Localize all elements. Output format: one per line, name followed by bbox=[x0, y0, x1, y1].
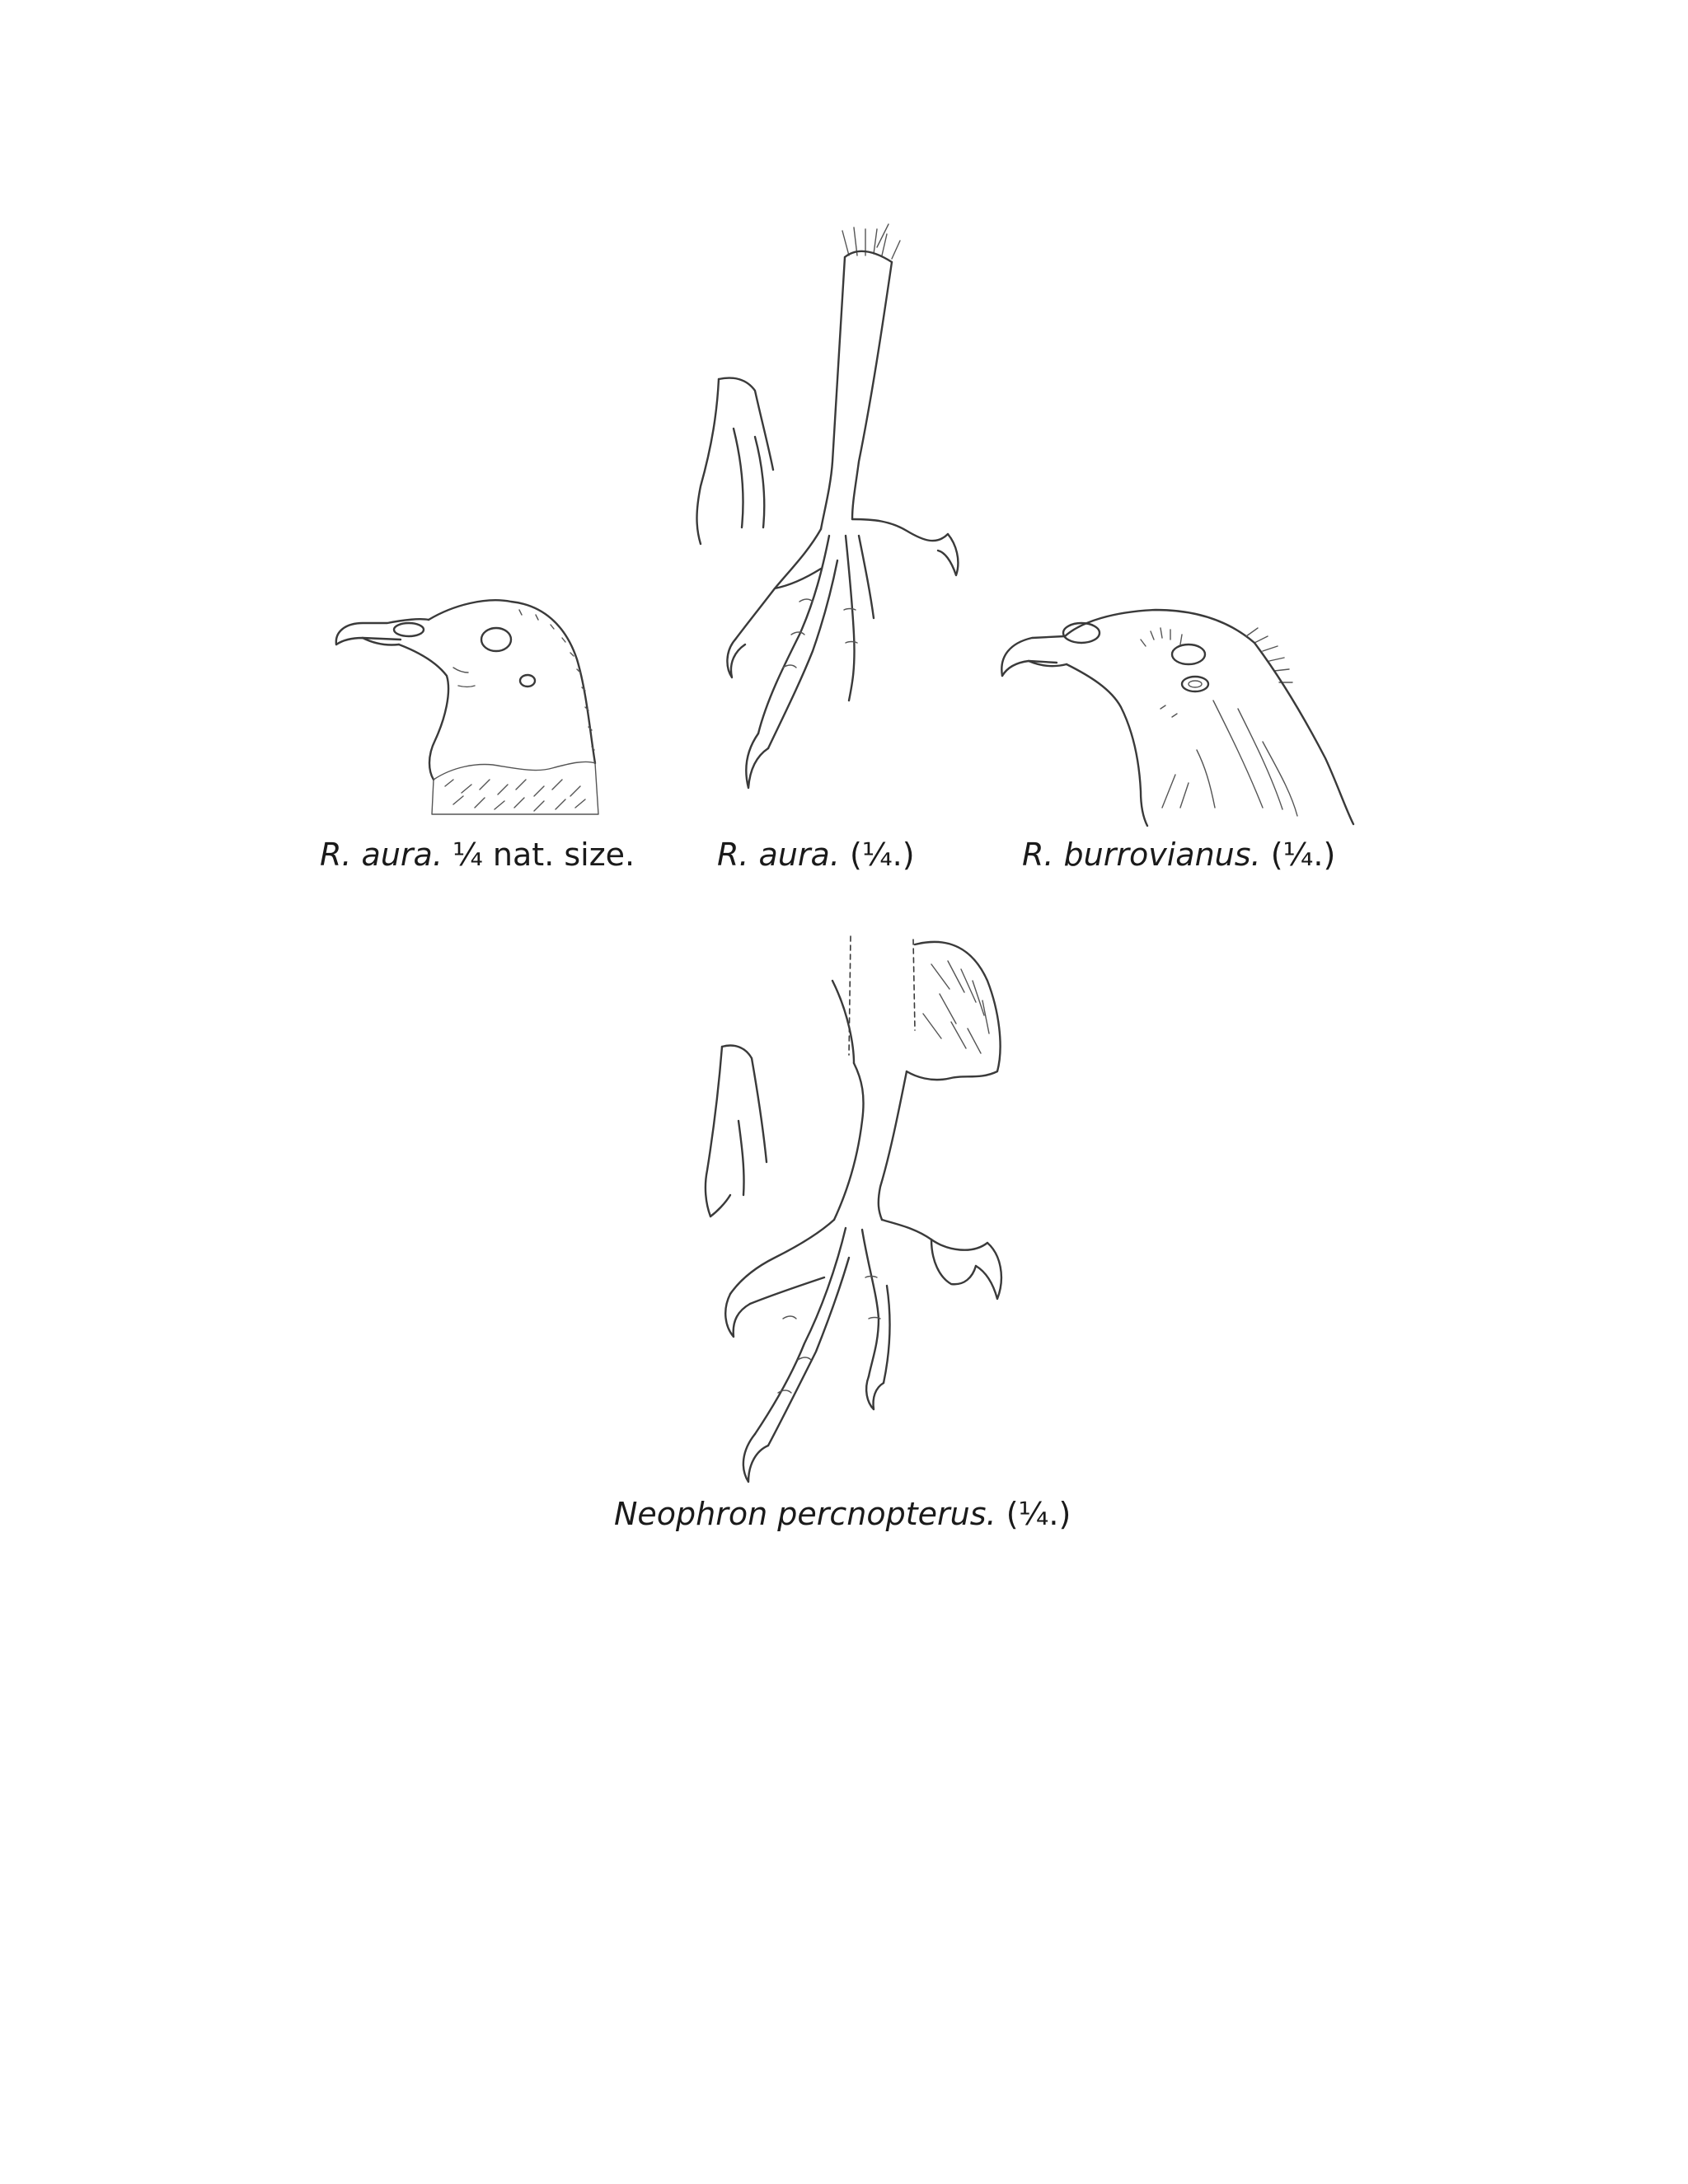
caption-r-aura-foot bbox=[717, 837, 915, 873]
caption-r-burrovianus-head bbox=[1022, 837, 1336, 873]
caption-neophron-foot bbox=[614, 1498, 1071, 1530]
caption-r-aura-head bbox=[320, 837, 635, 873]
caption-scale: (¼.) bbox=[1006, 1496, 1071, 1532]
caption-scale: (¼.) bbox=[850, 837, 915, 873]
illustration-r-burrovianus-head bbox=[999, 585, 1362, 832]
caption-scale: (¼.) bbox=[1270, 837, 1336, 873]
illustration-neophron-foot bbox=[659, 931, 1022, 1492]
caption-species: Neophron percnopterus. bbox=[614, 1496, 996, 1532]
illustration-r-aura-foot bbox=[676, 223, 973, 824]
caption-species: R. aura. bbox=[717, 837, 840, 873]
caption-species: R. burrovianus. bbox=[1022, 837, 1261, 873]
caption-scale: ¼ nat. size. bbox=[452, 837, 635, 873]
caption-species: R. aura. bbox=[320, 837, 443, 873]
illustration-r-aura-head bbox=[330, 577, 610, 824]
